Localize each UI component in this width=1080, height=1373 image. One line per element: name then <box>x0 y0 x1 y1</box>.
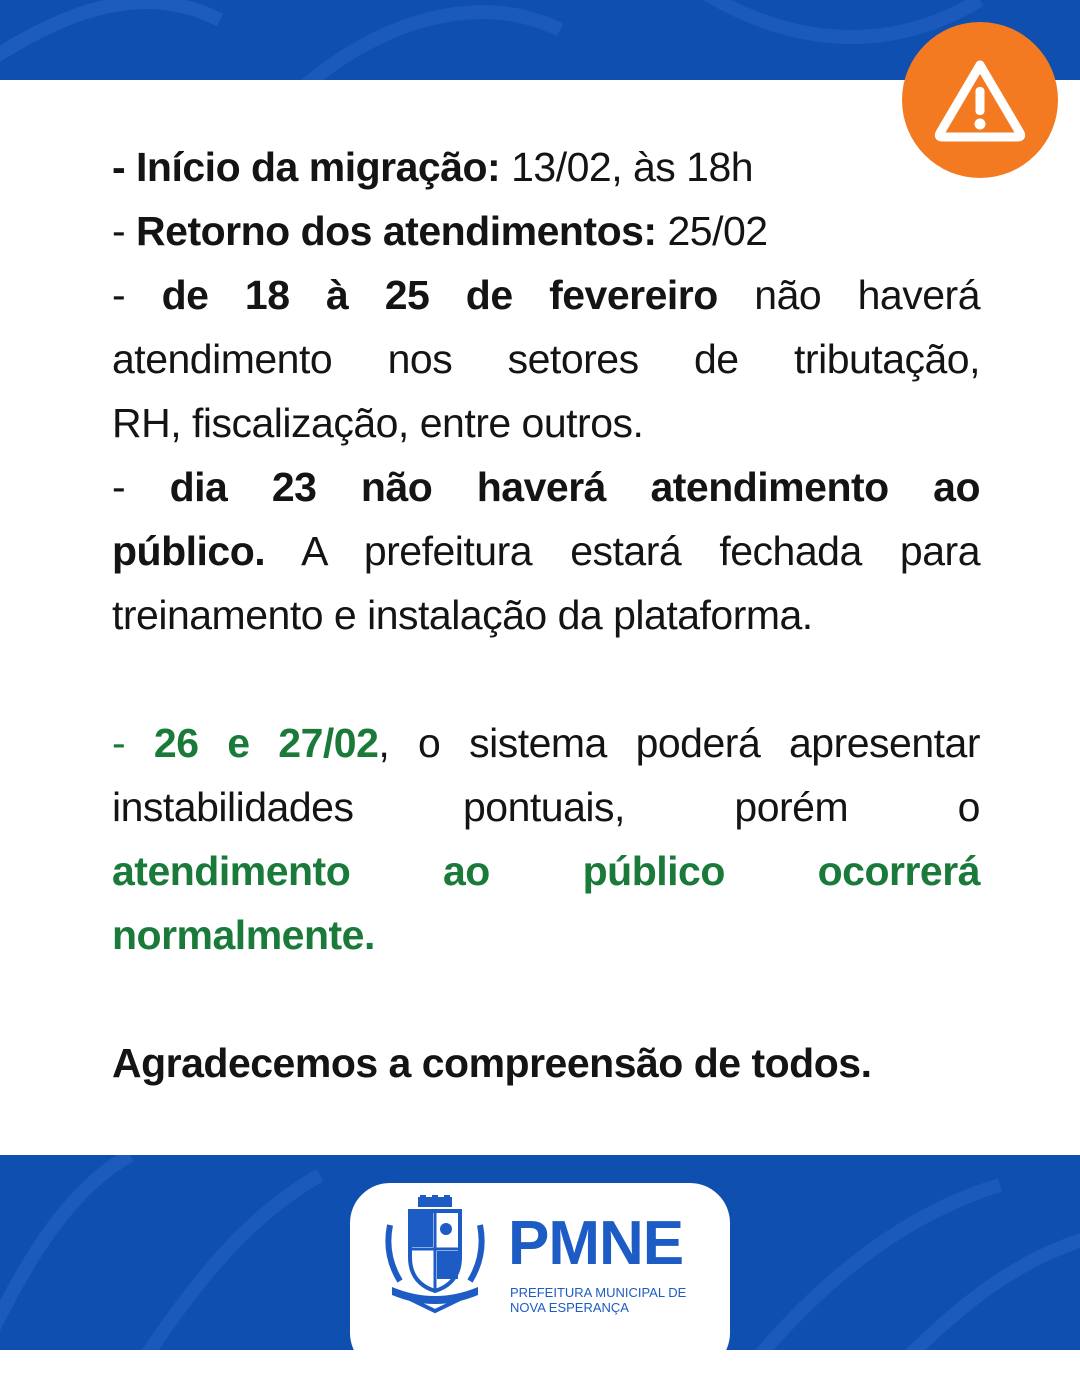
service-return-line <box>112 199 980 263</box>
no-service-line-3: RH, fiscalização, entre outros. <box>112 400 644 446</box>
migration-start-label: - Início da migração: <box>112 144 501 190</box>
instability-line-4: normalmente. <box>112 912 375 958</box>
instability-line-2: instabilidades pontuais, porém o <box>112 784 980 830</box>
no-service-text: não haverá <box>717 272 980 318</box>
logo-card <box>350 1183 730 1373</box>
day23-text: A prefeitura estará fechada para <box>265 528 980 574</box>
day23-line-3: treinamento e instalação da plataforma. <box>112 592 813 638</box>
instability-line-3: atendimento ao público ocorrerá <box>112 848 980 894</box>
day23-line-1 <box>112 455 980 519</box>
coat-of-arms <box>380 1195 490 1315</box>
no-service-line-1 <box>112 263 980 327</box>
no-service-line-2: atendimento nos setores de tributação, <box>112 336 980 382</box>
instability-text: , o sistema poderá apresentar <box>378 720 980 766</box>
dash: - <box>112 720 154 766</box>
day23-line-2 <box>112 519 980 583</box>
migration-start-line <box>112 135 980 199</box>
service-return-value: 25/02 <box>656 208 768 254</box>
instability-dates: 26 e 27/02 <box>153 720 379 766</box>
service-return-label: Retorno dos atendimentos: <box>136 208 657 254</box>
day23-bold: dia 23 não haverá atendimento ao <box>169 464 980 510</box>
notice-text <box>112 135 980 1095</box>
dash: - <box>112 272 162 318</box>
dash: - <box>112 464 170 510</box>
spacer <box>112 647 980 711</box>
logo-acronym: PMNE <box>508 1209 684 1278</box>
logo-subtitle <box>510 1285 720 1315</box>
instability-line-1 <box>112 711 980 775</box>
migration-start-value: 13/02, às 18h <box>500 144 754 190</box>
thanks-message: Agradecemos a compreensão de todos. <box>112 1040 872 1086</box>
no-service-period: de 18 à 25 de fevereiro <box>161 272 718 318</box>
dash: - <box>112 208 137 254</box>
day23-bold-2: público. <box>112 528 266 574</box>
warning-triangle-icon <box>932 57 1028 143</box>
logo-subtitle-line-1: PREFEITURA MUNICIPAL DE <box>510 1285 687 1300</box>
logo-subtitle-line-2: NOVA ESPERANÇA <box>510 1300 629 1315</box>
